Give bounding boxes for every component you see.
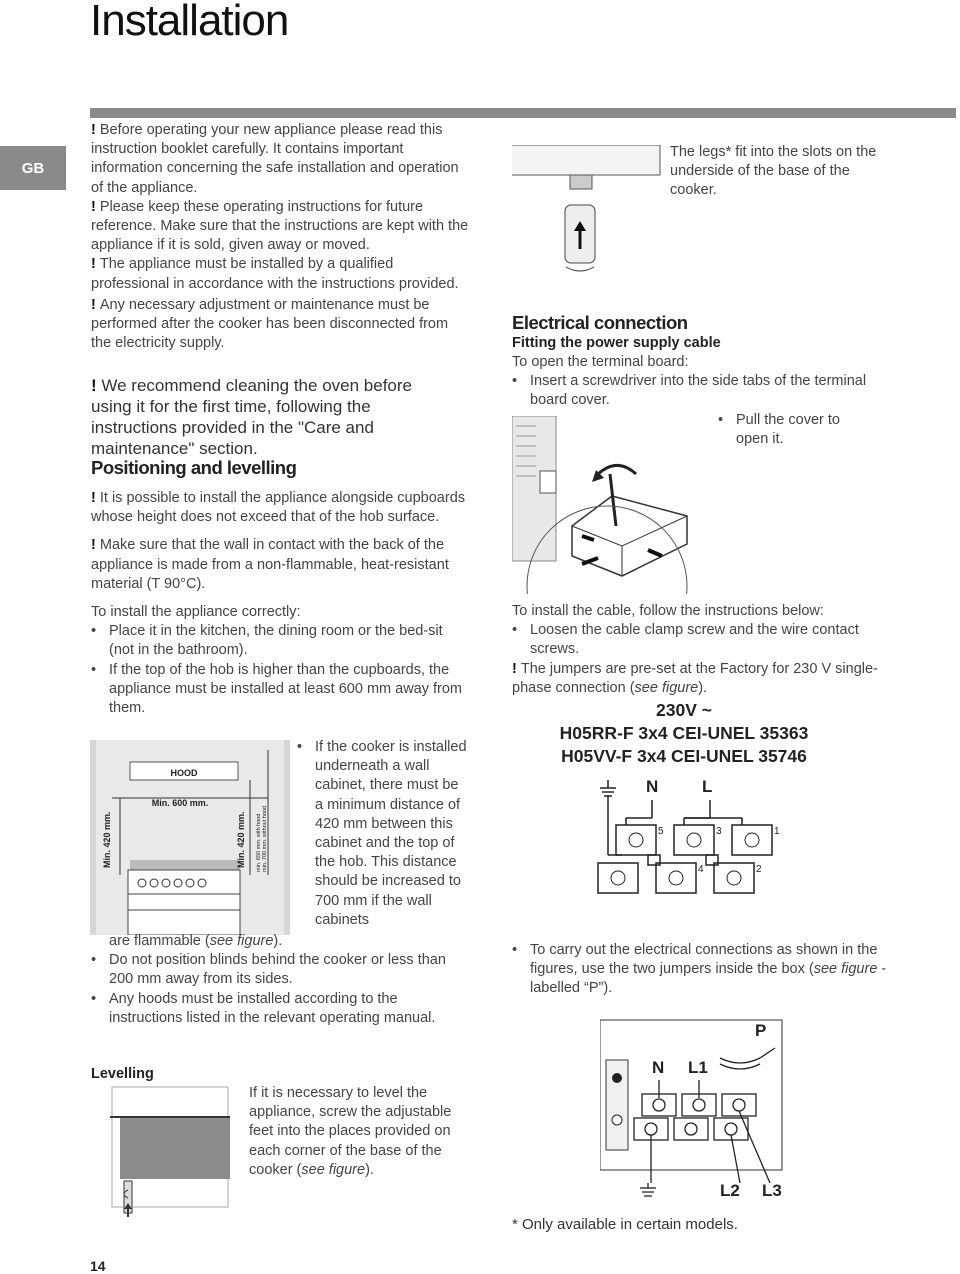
hood-label: HOOD bbox=[170, 768, 198, 778]
intro-note: ! Please keep these operating instructions for future reference. Make sure that the instructions are kept with the appliance if it is sold, given away or moved. bbox=[91, 198, 469, 254]
list-item: • If the top of the hob is higher than the cupboards, the appliance must be installed at least 600 mm away from them. bbox=[91, 661, 463, 719]
min-600-label: Min. 600 mm. bbox=[151, 798, 209, 808]
cabinet-continuation: are flammable (see figure). • Do not position blinds behind the cooker or less than 200 mm away from its sides. • Any hoods must be installed according to the instructions listed in the relevant operating manual. bbox=[91, 932, 463, 1028]
terminal-instructions: To open the terminal board: • Insert a screwdriver into the side tabs of the terminal board cover. bbox=[512, 353, 872, 411]
neutral-label-2: N bbox=[652, 1058, 665, 1077]
list-item: • Any hoods must be installed according to the instructions listed in the relevant operating manual. bbox=[91, 990, 463, 1028]
levelling-text: If it is necessary to level the appliance, screw the adjustable feet into the places provided on each corner of the base of the cooker (see figure). bbox=[249, 1085, 452, 1178]
wiring-diagram-230v bbox=[592, 770, 802, 895]
jumper-p-label: P bbox=[755, 1021, 767, 1040]
positioning-text: ! It is possible to install the appliance alongside cupboards whose height does not exceed that of the hob surface. ! Make sure that the wall in contact with the back of the appliance is made from a non-flammable, heat-resistant material (T 90°C). To install the appliance correctly: • Place it in the kitchen, the dining room or the bed-sit (not in the bathroom). • If the top of the hob is higher than the cupboards, the appliance must be installed at least 600 mm away from them. bbox=[91, 489, 471, 718]
legs-text: The legs* fit into the slots on the underside of the base of the cooker. bbox=[670, 144, 877, 199]
levelling-figure bbox=[110, 1085, 230, 1220]
intro-note: ! Before operating your new appliance please read this instruction booklet carefully. It contains important information concerning the safe installation and operation of the appliance. bbox=[91, 122, 459, 196]
min-420-right-label: Min. 420 mm. bbox=[236, 811, 246, 868]
header-rule bbox=[90, 108, 956, 118]
cable-spec-2: H05VV-F 3x4 CEI-UNEL 35746 bbox=[561, 746, 807, 766]
voltage-label: 230V ~ bbox=[656, 700, 712, 720]
legs-figure bbox=[512, 145, 662, 280]
cable-spec-1: H05RR-F 3x4 CEI-UNEL 35363 bbox=[559, 723, 809, 743]
intro-notes bbox=[91, 121, 471, 353]
pull-cover-bullet: • Pull the cover to open it. bbox=[718, 411, 868, 449]
positioning-heading: Positioning and levelling bbox=[91, 457, 297, 478]
list-item: • Do not position blinds behind the cooker or less than 200 mm away from its sides. bbox=[91, 951, 463, 989]
wiring-diagram-jumpers bbox=[600, 1018, 790, 1203]
line-3-label: L3 bbox=[762, 1181, 782, 1200]
cable-spec bbox=[512, 699, 856, 768]
terminal-board-figure bbox=[512, 416, 702, 594]
cleaning-warning: ! We recommend cleaning the oven before using it for the first time, following the instructions provided in the "Care and maintenance" section. bbox=[91, 376, 412, 458]
neutral-label: N bbox=[646, 777, 659, 796]
levelling-heading: Levelling bbox=[91, 1066, 154, 1082]
terminal-2-label: 2 bbox=[756, 864, 762, 875]
intro-note: ! The appliance must be installed by a qualified professional in accordance with the instructions provided. bbox=[91, 256, 459, 292]
terminal-5-label: 5 bbox=[658, 826, 664, 837]
cabinet-bullet: • If the cooker is installed underneath a wall cabinet, there must be a minimum distance of 420 mm between this cabinet and the top of the hob. This distance should be increased to 700 mm if the wall cabinets bbox=[297, 738, 469, 930]
electrical-heading: Electrical connection bbox=[512, 312, 688, 333]
list-item: • Insert a screwdriver into the side tabs of the terminal board cover. bbox=[512, 372, 872, 410]
intro-note: ! Any necessary adjustment or maintenance must be performed after the cooker has been disconnected from the electricity supply. bbox=[91, 296, 449, 352]
terminal-3-label: 3 bbox=[716, 826, 722, 837]
hood-clearance-figure bbox=[90, 740, 290, 935]
min-700-label: min. 700 mm. without hood bbox=[262, 805, 268, 872]
cable-instructions: To install the cable, follow the instructions below: • Loosen the cable clamp screw and the wire contact screws. ! The jumpers are pre-set at the Factory for 230 V single-phase connection (see figure). bbox=[512, 602, 892, 698]
fitting-heading: Fitting the power supply cable bbox=[512, 335, 721, 351]
min-420-left-label: Min. 420 mm. bbox=[102, 811, 112, 868]
language-tab: GB bbox=[0, 146, 66, 190]
page-number: 14 bbox=[90, 1258, 106, 1274]
terminal-4-label: 4 bbox=[698, 864, 704, 875]
list-item: • Loosen the cable clamp screw and the wire contact screws. bbox=[512, 621, 892, 659]
line-label: L bbox=[702, 777, 713, 796]
line-2-label: L2 bbox=[720, 1181, 740, 1200]
line-1-label: L1 bbox=[688, 1058, 708, 1077]
min-650-label: min. 650 mm. with hood bbox=[256, 813, 262, 872]
page-title: Installation bbox=[90, 0, 289, 45]
list-item: • Place it in the kitchen, the dining room or the bed-sit (not in the bathroom). bbox=[91, 622, 463, 660]
terminal-1-label: 1 bbox=[774, 826, 780, 837]
jumpers-bullet: • To carry out the electrical connections as shown in the figures, use the two jumpers inside the box (see figure - labelled “P”). bbox=[512, 941, 892, 999]
footnote: * Only available in certain models. bbox=[512, 1216, 738, 1233]
